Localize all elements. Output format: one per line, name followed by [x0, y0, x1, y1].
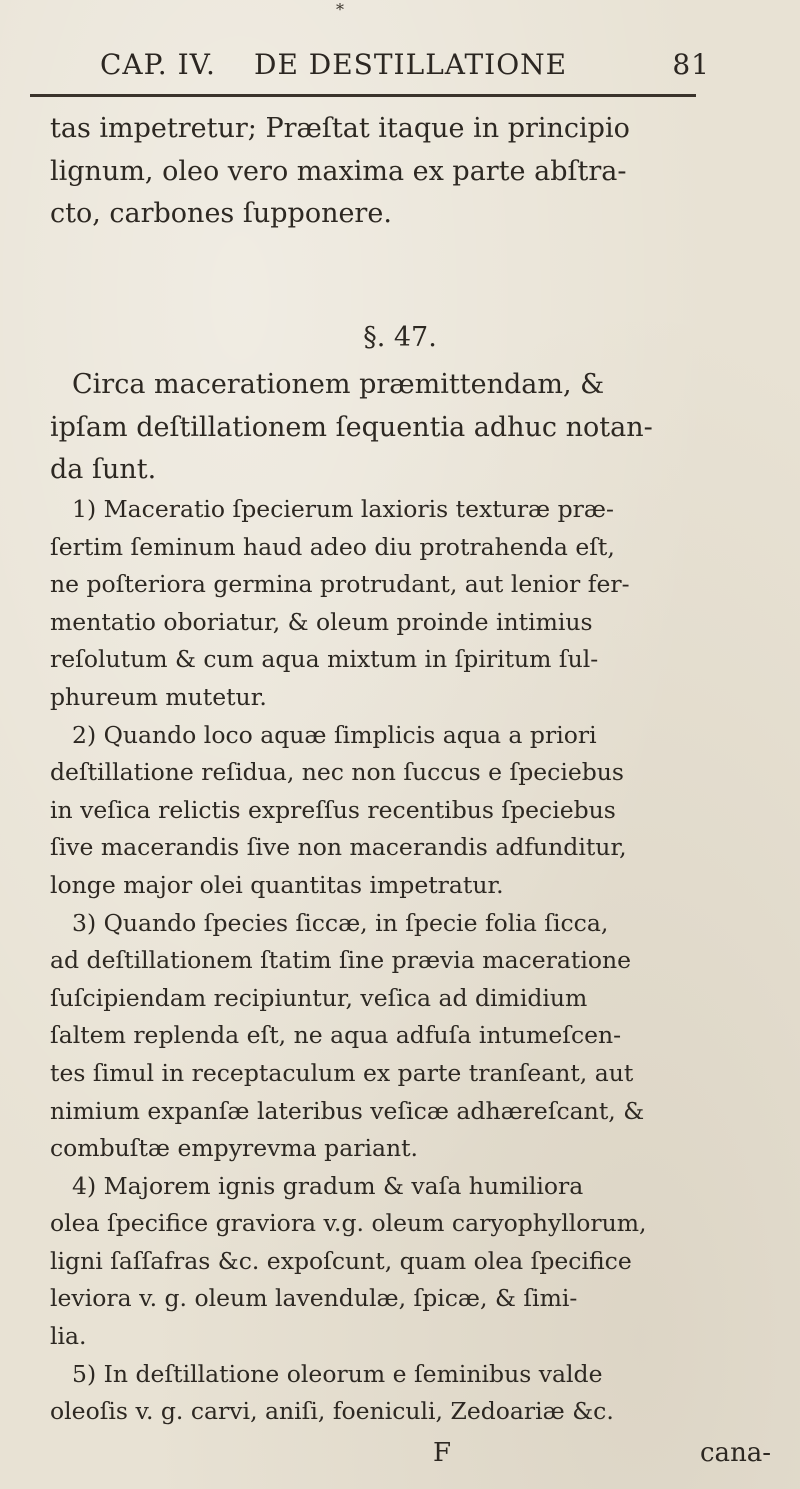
paragraph-1-line: 1) Maceratio ſpecierum laxioris texturæ præ- [72, 495, 614, 523]
paragraph-2-line: 2) Quando loco aquæ ſimplicis aqua a priori [72, 720, 597, 749]
catchword: cana- [700, 1438, 772, 1468]
text-line: cto, carbones ſupponere. [50, 198, 392, 229]
text-line: ad deſtillationem ſtatim ſine prævia maceratione [50, 946, 632, 975]
header-rule [30, 94, 696, 97]
text-line: ſive macerandis ſive non macerandis adfunditur, [50, 833, 627, 862]
text-line: ſuſcipiendam recipiuntur, veſica ad dimidium [50, 983, 588, 1012]
chapter-label: CAP. IV. [100, 48, 216, 81]
running-head [100, 48, 710, 94]
continuation-paragraph [50, 108, 710, 236]
text-line: ligni ſaſſafras &c. expoſcunt, quam olea ſpecifice [50, 1246, 632, 1275]
text-line: ne poſteriora germina protrudant, aut lenior fer- [50, 570, 630, 599]
text-line: olea ſpecifice graviora v.g. oleum caryophyllorum, [50, 1209, 647, 1238]
page-footer [0, 1438, 800, 1478]
running-title: DE DESTILLATIONE [254, 48, 568, 81]
text-line: deſtillatione reſidua, nec non ſuccus e ſpeciebus [50, 758, 624, 787]
section-intro [50, 364, 710, 492]
section-number: §. 47. [363, 322, 437, 353]
text-line: reſolutum & cum aqua mixtum in ſpiritum ſul- [50, 645, 599, 674]
text-line: oleoſis v. g. carvi, aniſi, foeniculi, Zedoariæ &c. [50, 1397, 614, 1426]
page-number: 81 [672, 48, 710, 81]
text-line: Circa macerationem præmittendam, & [72, 369, 605, 400]
text-line: nimium expanſæ lateribus veſicæ adhæreſcant, & [50, 1096, 645, 1125]
paragraph-5-line: 5) In deſtillatione oleorum e ſeminibus valde [72, 1359, 603, 1388]
text-line: ipſam deſtillationem ſequentia adhuc notan- [50, 411, 653, 443]
text-line: mentatio oboriatur, & oleum proinde intimius [50, 607, 593, 636]
text-line: ſertim ſeminum haud adeo diu protrahenda eſt, [50, 532, 615, 561]
text-line: tas impetretur; Præſtat itaque in principio [50, 113, 630, 144]
text-line: lia. [50, 1322, 87, 1351]
paragraph-3-line: 3) Quando ſpecies ſiccæ, in ſpecie folia ſicca, [72, 908, 609, 937]
text-line: combuſtæ empyrevma pariant. [50, 1134, 419, 1163]
text-line: phureum mutetur. [50, 682, 267, 711]
text-line: longe major olei quantitas impetratur. [50, 870, 504, 899]
text-line: lignum, oleo vero maxima ex parte abſtra- [50, 155, 627, 187]
printer-mark: * [336, 0, 344, 19]
text-line: leviora v. g. oleum lavendulæ, ſpicæ, & ſimi- [50, 1284, 578, 1313]
signature-mark: F [433, 1438, 452, 1468]
text-line: da ſunt. [50, 454, 157, 485]
text-line: tes ſimul in receptaculum ex parte tranſeant, aut [50, 1058, 634, 1087]
text-line: ſaltem replenda eſt, ne aqua adfuſa intumeſcen- [50, 1021, 622, 1050]
numbered-paragraphs [50, 491, 710, 1431]
text-line: in veſica relictis expreſſus recentibus ſpeciebus [50, 795, 616, 824]
paragraph-4-line: 4) Majorem ignis gradum & vaſa humiliora [72, 1171, 584, 1200]
